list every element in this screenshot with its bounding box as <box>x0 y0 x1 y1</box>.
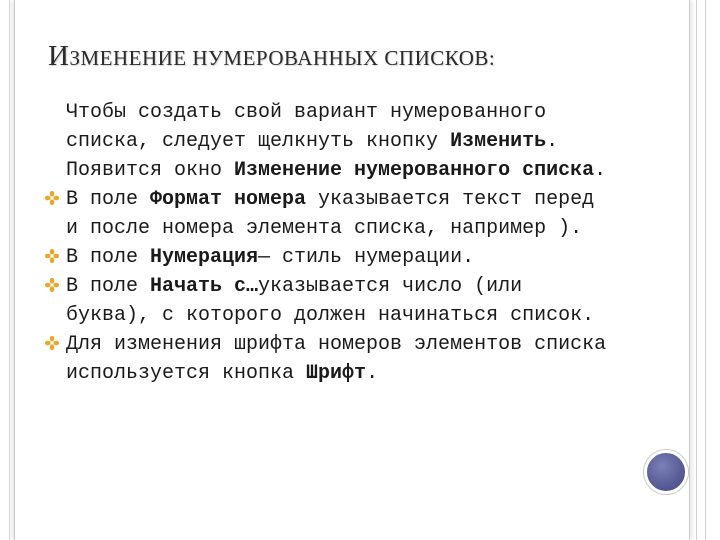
text-run: В поле <box>66 275 151 298</box>
fleuron-bullet-icon <box>44 335 60 351</box>
bold-term: Изменить <box>450 130 547 153</box>
right-border-rail <box>696 0 706 540</box>
body-paragraph <box>48 330 608 388</box>
text-run: . <box>366 362 379 385</box>
text-run: . Появится окно <box>66 130 559 182</box>
body-paragraph <box>48 185 608 243</box>
fleuron-bullet-icon <box>44 277 60 293</box>
bold-term: Начать с… <box>150 275 259 298</box>
title-rest: ЗМЕНЕНИЕ НУМЕРОВАННЫХ СПИСКОВ: <box>69 46 496 70</box>
slide-body <box>48 98 608 388</box>
text-run: указывается текст перед и после номера элемента списка, например ). <box>66 188 595 240</box>
fleuron-bullet-icon <box>44 248 60 264</box>
body-paragraph <box>48 243 608 272</box>
body-paragraph <box>48 272 608 330</box>
text-run: В поле <box>66 246 151 269</box>
text-run: указывается число (или буква), с которого должен начинаться список. <box>66 275 595 327</box>
bold-term: Шрифт <box>306 362 367 385</box>
left-border-rail <box>4 0 10 540</box>
text-run: В поле <box>66 188 151 211</box>
bold-term: Нумерация <box>150 246 259 269</box>
text-run: Для изменения шрифта номеров элементов списка используется кнопка <box>66 333 607 385</box>
circle-ornament-icon <box>644 450 688 494</box>
slide-title <box>48 40 608 73</box>
text-run: — стиль нумерации. <box>258 246 475 269</box>
bold-term: Формат номера <box>150 188 307 211</box>
title-first-letter: И <box>48 40 70 72</box>
body-paragraph <box>48 98 608 185</box>
text-run: . <box>594 159 607 182</box>
bold-term: Изменение нумерованного списка <box>234 159 595 182</box>
fleuron-bullet-icon <box>44 190 60 206</box>
text-run: Чтобы создать свой вариант нумерованного списка, следует щелкнуть кнопку <box>66 101 547 153</box>
